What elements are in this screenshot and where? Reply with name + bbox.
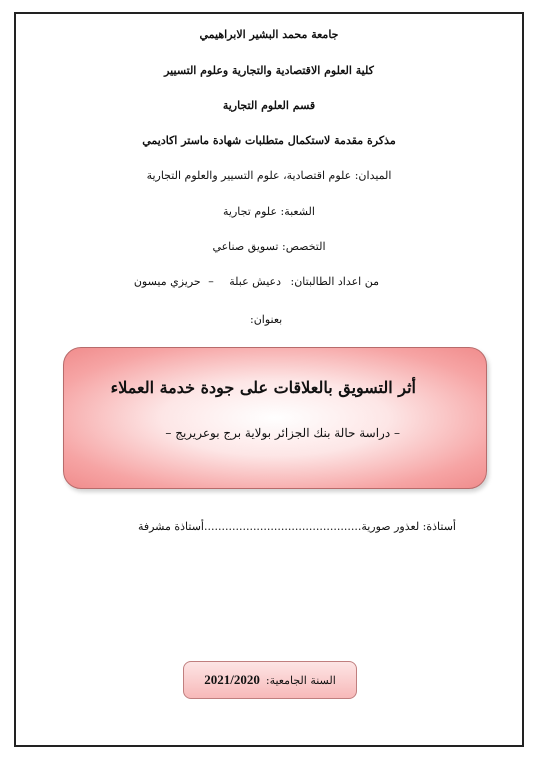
department-name: قسم العلوم التجارية <box>222 99 316 112</box>
student-name-2: حريزي ميسون <box>133 275 201 288</box>
title-box <box>63 347 487 489</box>
supervisor-line: أستاذة: لعذور صورية.............................................أستاذة مشرفة <box>137 520 456 533</box>
faculty-name: كلية العلوم الاقتصادية والتجارية وعلوم التسيير <box>164 64 374 77</box>
branch-line: الشعبة: علوم تجارية <box>223 205 315 218</box>
thesis-note: مذكرة مقدمة لاستكمال متطلبات شهادة ماستر اكاديمي <box>142 134 396 147</box>
main-title: أثر التسويق بالعلاقات على جودة خدمة العملاء <box>110 378 416 397</box>
student-separator: – <box>208 275 214 288</box>
academic-year-value: 2021/2020 <box>204 672 260 687</box>
students-line <box>134 275 379 288</box>
academic-year-label: السنة الجامعية: <box>265 673 336 687</box>
specialty-line: التخصص: تسويق صناعي <box>212 240 326 253</box>
student-name-1: دعيش عبلة <box>229 275 281 288</box>
sub-title: – دراسة حالة بنك الجزائر بولاية برج بوعريريج – <box>165 426 400 440</box>
students-label: من اعداد الطالبتان: <box>290 275 379 288</box>
field-line: الميدان: علوم اقتصادية، علوم التسيير والعلوم التجارية <box>146 169 392 182</box>
university-name: جامعة محمد البشير الابراهيمي <box>199 28 339 41</box>
academic-year-box <box>183 661 357 699</box>
title-label: بعنوان: <box>250 313 283 326</box>
